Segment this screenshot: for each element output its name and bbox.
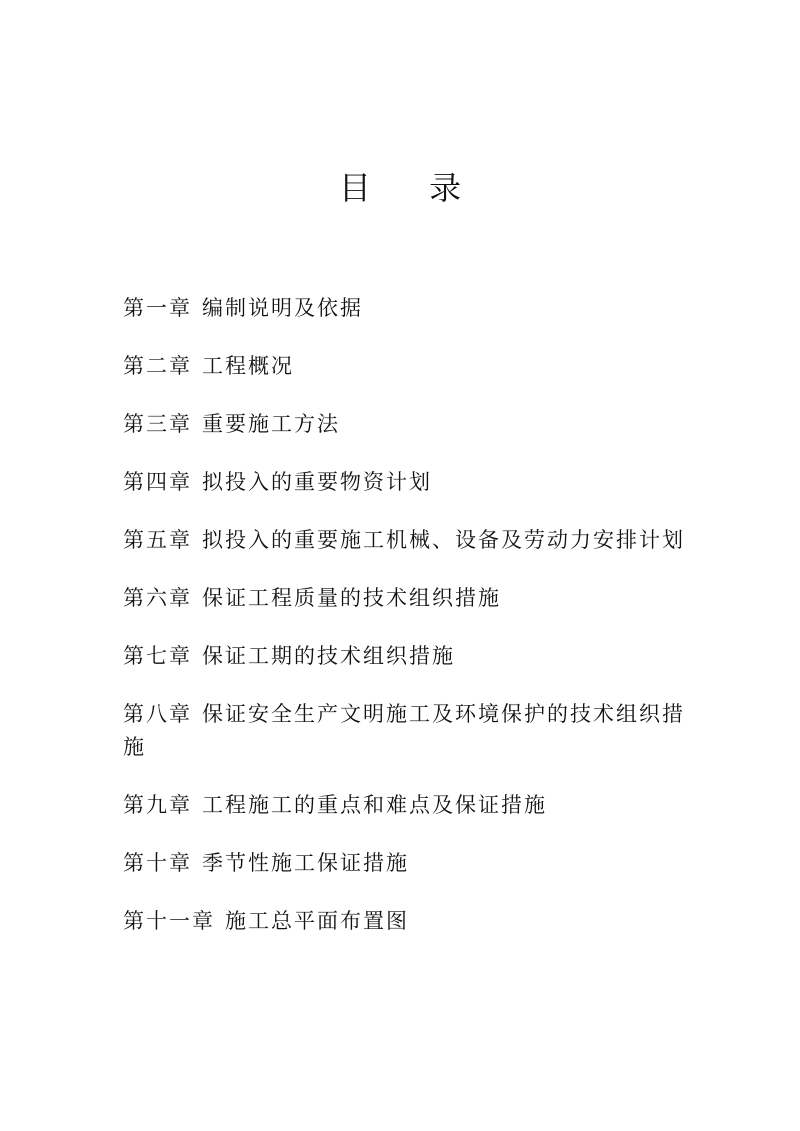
chapter-title: 工程概况: [202, 354, 294, 378]
chapter-number: 第二章: [123, 354, 192, 378]
toc-item-chapter-6[interactable]: [123, 582, 693, 615]
toc-item-chapter-5[interactable]: [123, 524, 693, 557]
toc-item-chapter-4[interactable]: [123, 466, 693, 499]
toc-item-chapter-1[interactable]: [123, 292, 693, 325]
toc-item-chapter-8[interactable]: [123, 698, 693, 764]
chapter-number: 第七章: [123, 644, 192, 668]
toc-item-chapter-2[interactable]: [123, 350, 693, 383]
chapter-number: 第十章: [123, 851, 192, 875]
chapter-number: 第六章: [123, 586, 192, 610]
chapter-title: 拟投入的重要物资计划: [202, 470, 432, 494]
chapter-number: 第四章: [123, 470, 192, 494]
chapter-title: 季节性施工保证措施: [202, 851, 409, 875]
toc-item-chapter-9[interactable]: [123, 789, 693, 822]
toc-item-chapter-11[interactable]: [123, 905, 693, 938]
chapter-title: 拟投入的重要施工机械、设备及劳动力安排计划: [202, 528, 685, 552]
chapter-title: 编制说明及依据: [202, 296, 363, 320]
toc-item-chapter-7[interactable]: [123, 640, 693, 673]
chapter-number: 第一章: [123, 296, 192, 320]
chapter-title: 工程施工的重点和难点及保证措施: [202, 793, 547, 817]
chapter-title: 保证工期的技术组织措施: [202, 644, 455, 668]
toc-item-chapter-10[interactable]: [123, 847, 693, 880]
chapter-number: 第十一章: [123, 909, 215, 933]
table-of-contents: [123, 292, 693, 963]
chapter-number: 第三章: [123, 412, 192, 436]
chapter-title: 保证安全生产文明施工及环境保护的技术组织措施: [123, 702, 685, 759]
chapter-title: 保证工程质量的技术组织措施: [202, 586, 501, 610]
chapter-number: 第八章: [123, 702, 192, 726]
chapter-number: 第九章: [123, 793, 192, 817]
toc-item-chapter-3[interactable]: [123, 408, 693, 441]
toc-title: 目 录: [338, 169, 486, 207]
chapter-title: 施工总平面布置图: [225, 909, 409, 933]
chapter-title: 重要施工方法: [202, 412, 340, 436]
chapter-number: 第五章: [123, 528, 192, 552]
